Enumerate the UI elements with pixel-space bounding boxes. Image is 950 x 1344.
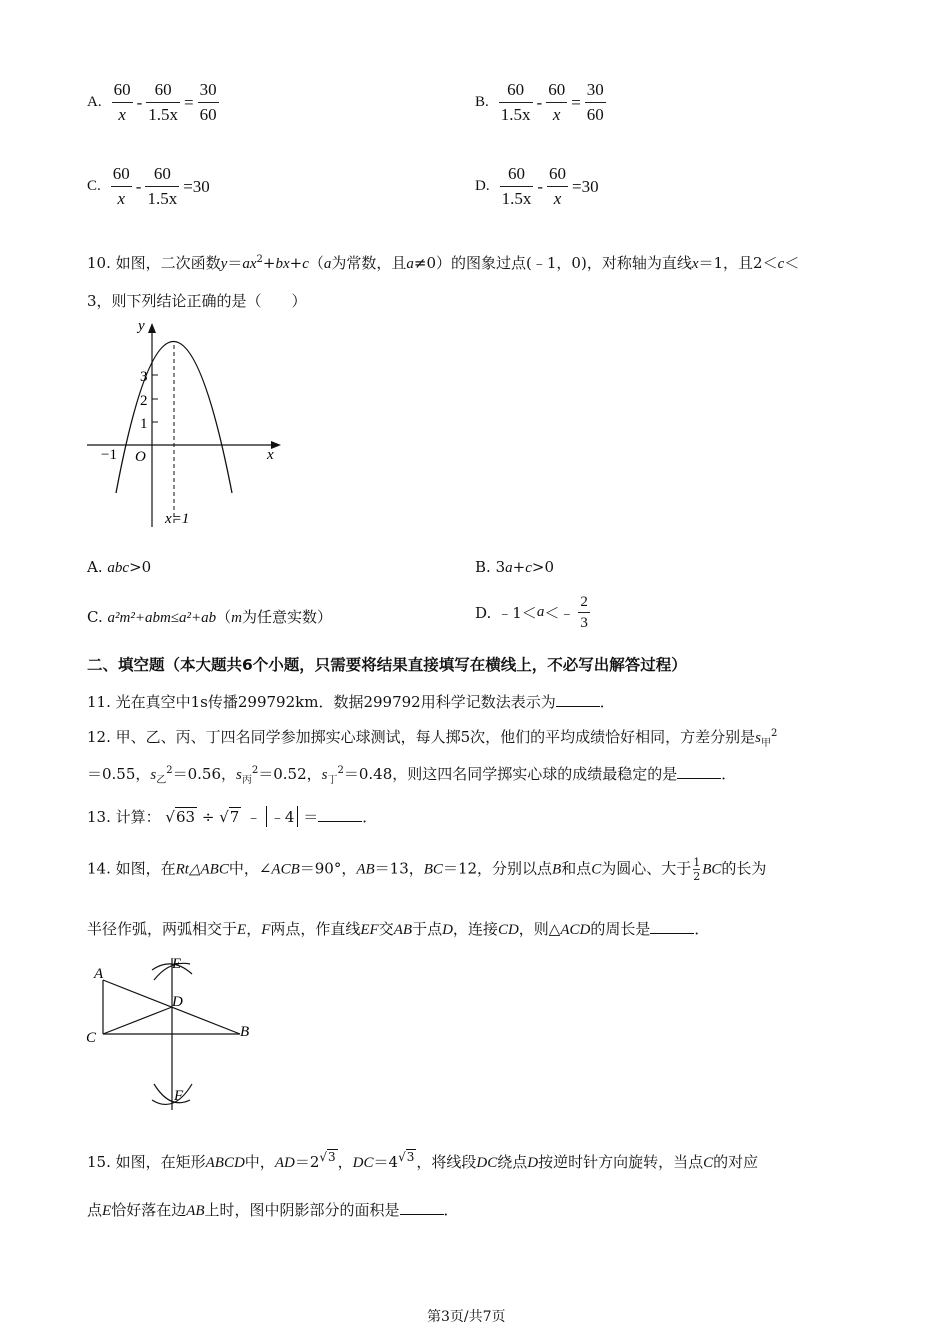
- q10-option-b[interactable]: B. 3a+c>0: [475, 558, 554, 576]
- answer-blank[interactable]: [650, 921, 694, 934]
- fraction-half: $\frac{1}{2}$: [693, 856, 701, 883]
- fraction: $\frac{60}{1.5x}$: [500, 80, 531, 124]
- sqrt-63: √63: [165, 808, 196, 826]
- fraction: $\frac{60}{1.5x}$: [501, 164, 532, 208]
- option-label: D.: [475, 178, 490, 194]
- fraction: $\frac{2}{3}$: [580, 594, 588, 631]
- point-d-label: D: [172, 994, 183, 1010]
- q12-question-line2: ＝0.55，$s_乙^2=0.56$，$s_丙^2=0.52$，$s_丁^2=0.48$，则这四名同学掷实心球的成绩最稳定的是 ．: [87, 765, 737, 786]
- tick-label-3: 3: [140, 369, 148, 385]
- section-title: 二、填空题（本大题共6个小题，只需要将结果直接填写在横线上，不必写出解答过程）: [87, 656, 687, 674]
- fraction: $\frac{60}{1.5x}$: [148, 80, 179, 124]
- option-label: C.: [87, 178, 101, 194]
- answer-blank[interactable]: [400, 1202, 444, 1215]
- origin-label: O: [135, 449, 146, 465]
- absolute-value: ﹣4: [266, 806, 299, 827]
- fraction: $\frac{60}{x}$: [113, 80, 131, 124]
- axis-of-symmetry-label: x=1: [165, 511, 190, 527]
- answer-blank[interactable]: [318, 809, 362, 822]
- fraction: $\frac{60}{1.5x}$: [147, 164, 178, 208]
- q15-question-line1: 15. 如图，在矩形ABCD中，$AD=2^{√3}$ ，$DC=4^{√3}$ ，将线段DC绕点D按逆时针方向旋转，当点C的对应: [87, 1150, 759, 1171]
- triangle-construction-figure: [82, 950, 272, 1120]
- fraction: $\frac{60}{x}$: [549, 164, 567, 208]
- q14-question-line2: 半径作弧，两弧相交于E，F两点，作直线EF交AB于点D，连接CD，则△ACD的周长是 ．: [87, 920, 710, 938]
- page-footer: 第3页/共7页: [427, 1309, 506, 1325]
- fraction: $\frac{30}{60}$: [586, 80, 604, 124]
- q10-option-c[interactable]: C. a²m²+abm≤a²+ab（m为任意实数）: [87, 608, 333, 626]
- q12-question-line1: 12. 甲、乙、丙、丁四名同学参加掷实心球测试，每人掷5次，他们的平均成绩恰好相同，方差分别是$s_甲^2$: [87, 728, 778, 749]
- option-label: B.: [475, 94, 489, 110]
- point-e-label: E: [172, 956, 182, 972]
- y-axis-arrow: [148, 323, 156, 333]
- tick-label-2: 2: [140, 393, 148, 409]
- q9-option-b[interactable]: B. $\frac{60}{1.5x}$ - $\frac{60}{x}$ = $\frac{30}{60}$: [475, 78, 610, 127]
- answer-blank[interactable]: [556, 694, 600, 707]
- point-f-label: F: [174, 1088, 184, 1104]
- q11-question: 11. 光在真空中1s传播299792km．数据299792用科学记数法表示为 ．: [87, 693, 615, 711]
- q14-question-line1: 14. 如图，在Rt△ABC中，∠ACB＝90°，AB＝13，BC＝12，分别以点B和点C为圆心、大于 $\frac{1}{2}$ BC的长为: [87, 856, 767, 883]
- answer-blank[interactable]: [677, 766, 721, 779]
- point-c-label: C: [86, 1030, 97, 1046]
- q9-option-d[interactable]: D. $\frac{60}{1.5x}$ - $\frac{60}{x}$ =30: [475, 162, 599, 211]
- x-label: x: [267, 447, 274, 463]
- tick-label-1: 1: [140, 416, 148, 432]
- q13-question: 13. 计算： √63 ÷ √7 ﹣ ﹣4 ＝ ．: [87, 808, 378, 826]
- parabola-graph: [85, 315, 290, 530]
- sqrt-3: √3: [319, 1150, 336, 1164]
- segment-cd: [103, 1007, 172, 1034]
- option-label: A.: [87, 94, 102, 110]
- q10-option-a[interactable]: A. abc>0: [87, 558, 152, 576]
- sqrt-7: √7: [219, 808, 240, 826]
- fraction: $\frac{60}{x}$: [112, 164, 130, 208]
- q10-option-d[interactable]: D. ﹣1＜ a ＜﹣ $\frac{2}{3}$: [475, 594, 588, 631]
- fraction: $\frac{60}{x}$: [548, 80, 566, 124]
- fraction: $\frac{30}{60}$: [199, 80, 217, 124]
- neg1-label: −1: [101, 447, 117, 463]
- q10-question-line1: 10. 如图，二次函数$y=ax^2+bx+c(a$为常数，且a≠0）的图象过点(﹣1，0)，对称轴为直线x＝1，且2＜c＜: [87, 254, 800, 272]
- y-label: y: [138, 318, 145, 334]
- q9-option-a[interactable]: A. $\frac{60}{x}$ - $\frac{60}{1.5x}$ = $\frac{30}{60}$: [87, 78, 223, 127]
- point-a-label: A: [94, 966, 104, 982]
- sqrt-3: √3: [398, 1150, 415, 1164]
- q15-question-line2: 点E恰好落在边AB上时，图中阴影部分的面积是 ．: [87, 1201, 459, 1219]
- point-b-label: B: [240, 1024, 250, 1040]
- q9-option-c[interactable]: C. $\frac{60}{x}$ - $\frac{60}{1.5x}$ =30: [87, 162, 210, 211]
- q10-question-line2: 3，则下列结论正确的是（ ）: [87, 292, 307, 310]
